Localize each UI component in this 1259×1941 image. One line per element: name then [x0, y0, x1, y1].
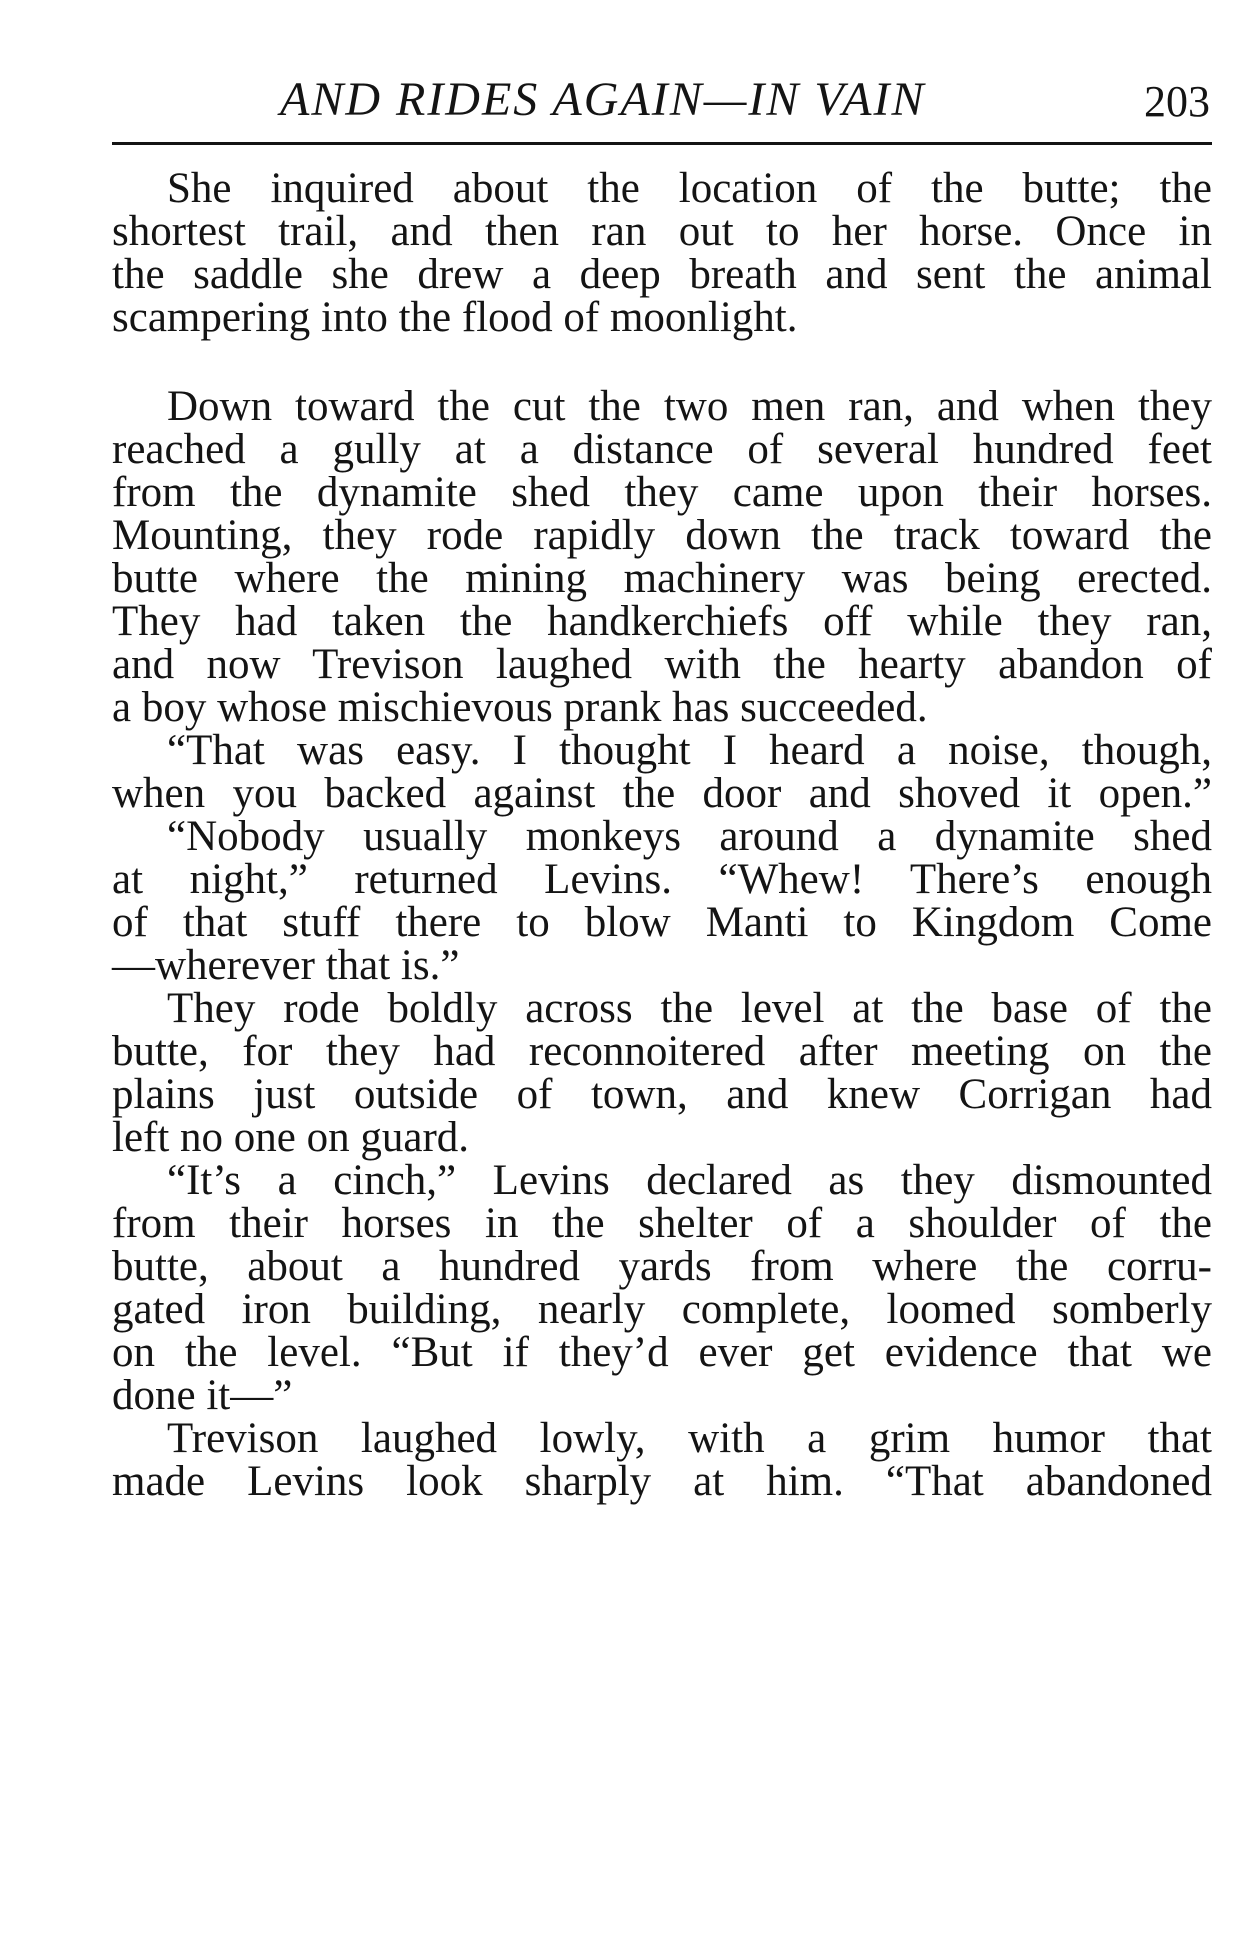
text-line: Trevison laughed lowly, with a grim humor that [167, 1415, 1212, 1462]
text-line: done it—” [112, 1372, 293, 1419]
text-line: plains just outside of town, and knew Corrigan had [112, 1071, 1212, 1118]
text-line: butte, for they had reconnoitered after meeting on the [112, 1028, 1212, 1075]
text-line: “Nobody usually monkeys around a dynamite shed [167, 813, 1212, 860]
text-line: the saddle she drew a deep breath and sent the animal [112, 251, 1212, 298]
page-number: 203 [1144, 77, 1210, 126]
text-line: —wherever that is.” [112, 942, 460, 989]
text-line: at night,” returned Levins. “Whew! There’s enough [112, 856, 1212, 903]
text-line: “It’s a cinch,” Levins declared as they dismounted [167, 1157, 1212, 1204]
text-line: reached a gully at a distance of several hundred feet [112, 426, 1212, 473]
text-line: They had taken the handkerchiefs off while they ran, [112, 598, 1212, 645]
header-rule [112, 142, 1212, 145]
text-line: gated iron building, nearly complete, loomed somberly [112, 1286, 1212, 1333]
text-line: butte where the mining machinery was being erected. [112, 555, 1212, 602]
text-line: She inquired about the location of the butte; the [167, 165, 1212, 212]
text-line: when you backed against the door and shoved it open.” [112, 770, 1212, 817]
text-line: on the level. “But if they’d ever get evidence that we [112, 1329, 1212, 1376]
text-line: They rode boldly across the level at the base of the [167, 985, 1212, 1032]
text-line: scampering into the flood of moonlight. [112, 294, 798, 341]
text-line: and now Trevison laughed with the hearty abandon of [112, 641, 1212, 688]
running-title: AND RIDES AGAIN—IN VAIN [280, 73, 926, 126]
text-line: of that stuff there to blow Manti to Kingdom Come [112, 899, 1212, 946]
text-line: “That was easy. I thought I heard a noise, though, [167, 727, 1212, 774]
text-line: shortest trail, and then ran out to her horse. Once in [112, 208, 1212, 255]
text-line: from the dynamite shed they came upon their horses. [112, 469, 1212, 516]
text-line: a boy whose mischievous prank has succeeded. [112, 684, 928, 731]
text-line: butte, about a hundred yards from where the corru- [112, 1243, 1212, 1290]
text-line: Down toward the cut the two men ran, and when they [167, 383, 1212, 430]
text-line: from their horses in the shelter of a shoulder of the [112, 1200, 1212, 1247]
running-head [112, 72, 1212, 132]
text-line: Mounting, they rode rapidly down the track toward the [112, 512, 1212, 559]
text-line: left no one on guard. [112, 1114, 470, 1161]
text-line: made Levins look sharply at him. “That abandoned [112, 1458, 1212, 1505]
